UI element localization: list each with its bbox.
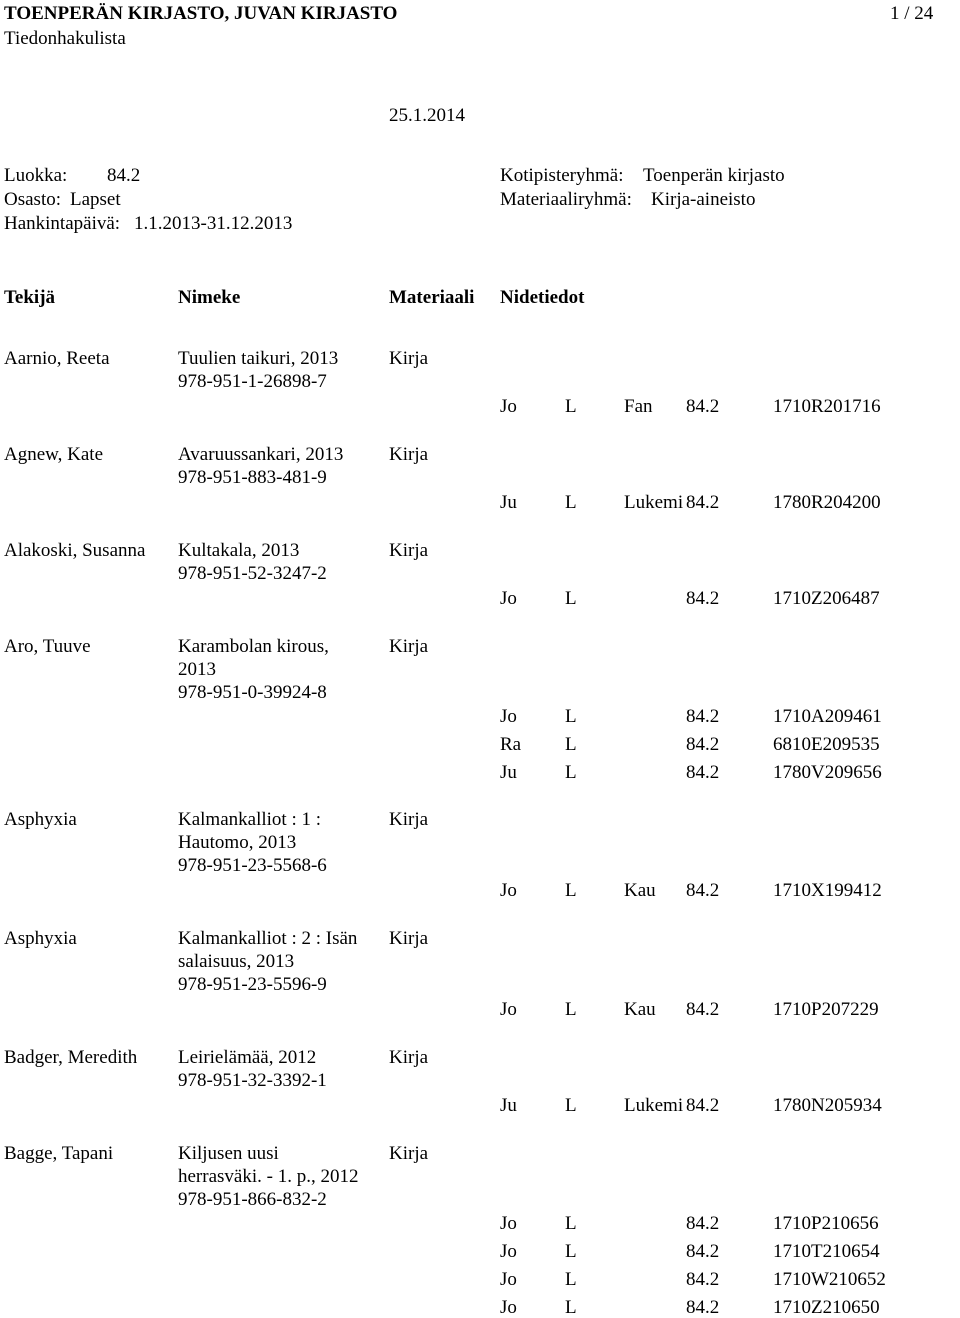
kotipiste-value: Toenperän kirjasto xyxy=(643,165,785,186)
copy-class: 84.2 xyxy=(686,999,720,1020)
record-material: Kirja xyxy=(389,348,429,369)
copy-shelf: Lukemi xyxy=(624,492,684,513)
record-material: Kirja xyxy=(389,540,429,561)
copy-branch: Ju xyxy=(500,492,517,513)
copy-branch: Jo xyxy=(500,1297,517,1318)
materiaali-value: Kirja-aineisto xyxy=(651,189,756,210)
record-isbn: 978-951-0-39924-8 xyxy=(178,682,327,703)
record-title xyxy=(178,637,329,706)
record-material: Kirja xyxy=(389,1047,429,1068)
copy-class: 84.2 xyxy=(686,1269,720,1290)
kotipiste-label: Kotipisteryhmä: xyxy=(500,165,624,186)
copy-class: 84.2 xyxy=(686,1213,720,1234)
copy-id: 1710P210656 xyxy=(773,1213,879,1234)
copy-audience: L xyxy=(565,1095,577,1116)
column-header-material: Materiaali xyxy=(389,287,475,308)
record-title xyxy=(178,929,357,998)
luokka-label: Luokka: xyxy=(4,165,68,186)
copy-branch: Ra xyxy=(500,734,522,755)
copy-audience: L xyxy=(565,1213,577,1234)
record-author: Aarnio, Reeta xyxy=(4,348,110,369)
copy-id: 1710X199412 xyxy=(773,880,882,901)
record-title-line: salaisuus, 2013 xyxy=(178,951,295,972)
record-isbn: 978-951-866-832-2 xyxy=(178,1189,327,1210)
record-isbn: 978-951-23-5568-6 xyxy=(178,855,327,876)
copy-row xyxy=(500,397,960,416)
record-title xyxy=(178,1144,358,1213)
copy-branch: Ju xyxy=(500,1095,517,1116)
record-isbn: 978-951-23-5596-9 xyxy=(178,974,327,995)
copy-branch: Jo xyxy=(500,588,517,609)
record-material: Kirja xyxy=(389,928,429,949)
record-author: Alakoski, Susanna xyxy=(4,540,146,561)
copy-id: 1710T210654 xyxy=(773,1241,880,1262)
record-author: Badger, Meredith xyxy=(4,1047,138,1068)
copy-audience: L xyxy=(565,1297,577,1318)
copy-shelf: Kau xyxy=(624,880,656,901)
record-title-line: Hautomo, 2013 xyxy=(178,832,297,853)
copy-id: 6810E209535 xyxy=(773,734,880,755)
copy-row xyxy=(500,493,960,512)
copy-audience: L xyxy=(565,1269,577,1290)
record-isbn: 978-951-32-3392-1 xyxy=(178,1070,327,1091)
copy-branch: Jo xyxy=(500,1241,517,1262)
record-title xyxy=(178,810,327,879)
copy-class: 84.2 xyxy=(686,492,720,513)
copy-row xyxy=(500,1214,960,1233)
copy-class: 84.2 xyxy=(686,880,720,901)
copy-audience: L xyxy=(565,492,577,513)
copy-shelf: Fan xyxy=(624,396,653,417)
copy-row xyxy=(500,881,960,900)
record-title-line: Avaruussankari, 2013 xyxy=(178,444,344,465)
copy-id: 1780N205934 xyxy=(773,1095,882,1116)
record-isbn: 978-951-52-3247-2 xyxy=(178,563,327,584)
copy-class: 84.2 xyxy=(686,1095,720,1116)
record-author: Agnew, Kate xyxy=(4,444,104,465)
page-indicator: 1 / 24 xyxy=(890,3,934,24)
osasto-label: Osasto: xyxy=(4,189,61,210)
copy-class: 84.2 xyxy=(686,1241,720,1262)
record-material: Kirja xyxy=(389,1143,429,1164)
column-header-title: Nimeke xyxy=(178,287,241,308)
copy-class: 84.2 xyxy=(686,706,720,727)
record-title-line: Tuulien taikuri, 2013 xyxy=(178,348,339,369)
copy-id: 1780V209656 xyxy=(773,762,882,783)
report-date: 25.1.2014 xyxy=(389,105,465,126)
record-title xyxy=(178,445,343,491)
copy-branch: Jo xyxy=(500,999,517,1020)
copy-audience: L xyxy=(565,396,577,417)
copy-class: 84.2 xyxy=(686,588,720,609)
copy-shelf: Kau xyxy=(624,999,656,1020)
record-title xyxy=(178,541,327,587)
copy-audience: L xyxy=(565,734,577,755)
copy-shelf: Lukemi xyxy=(624,1095,684,1116)
copy-row xyxy=(500,589,960,608)
record-author: Asphyxia xyxy=(4,928,77,949)
record-author: Asphyxia xyxy=(4,809,77,830)
record-author: Aro, Tuuve xyxy=(4,636,91,657)
copy-row xyxy=(500,735,960,754)
copy-id: 1710A209461 xyxy=(773,706,882,727)
hankinta-label: Hankintapäivä: xyxy=(4,213,121,234)
column-header-author: Tekijä xyxy=(4,287,56,308)
copy-class: 84.2 xyxy=(686,762,720,783)
copy-id: 1710W210652 xyxy=(773,1269,886,1290)
copy-id: 1710Z206487 xyxy=(773,588,880,609)
record-title-line: Karambolan kirous, xyxy=(178,636,329,657)
record-title-line: 2013 xyxy=(178,659,216,680)
hankinta-value: 1.1.2013-31.12.2013 xyxy=(134,213,293,234)
copy-row xyxy=(500,1242,960,1261)
record-material: Kirja xyxy=(389,809,429,830)
record-author: Bagge, Tapani xyxy=(4,1143,114,1164)
report-name: Tiedonhakulista xyxy=(4,28,126,49)
copy-branch: Jo xyxy=(500,396,517,417)
copy-class: 84.2 xyxy=(686,1297,720,1318)
record-isbn: 978-951-883-481-9 xyxy=(178,467,327,488)
record-title-line: Kalmankalliot : 1 : xyxy=(178,809,322,830)
copy-branch: Ju xyxy=(500,762,517,783)
record-title xyxy=(178,1048,327,1094)
copy-branch: Jo xyxy=(500,1213,517,1234)
copy-row xyxy=(500,763,960,782)
library-title: TOENPERÄN KIRJASTO, JUVAN KIRJASTO xyxy=(4,3,398,24)
osasto-value: Lapset xyxy=(70,189,121,210)
record-title-line: herrasväki. - 1. p., 2012 xyxy=(178,1166,359,1187)
copy-row xyxy=(500,1298,960,1317)
copy-id: 1710Z210650 xyxy=(773,1297,880,1318)
copy-row xyxy=(500,1270,960,1289)
copy-audience: L xyxy=(565,762,577,783)
copy-audience: L xyxy=(565,880,577,901)
copy-audience: L xyxy=(565,588,577,609)
record-isbn: 978-951-1-26898-7 xyxy=(178,371,327,392)
record-title xyxy=(178,349,338,395)
record-material: Kirja xyxy=(389,444,429,465)
copy-audience: L xyxy=(565,999,577,1020)
copy-row xyxy=(500,1096,960,1115)
record-title-line: Kultakala, 2013 xyxy=(178,540,300,561)
copy-audience: L xyxy=(565,706,577,727)
copy-id: 1710P207229 xyxy=(773,999,879,1020)
copy-id: 1710R201716 xyxy=(773,396,881,417)
luokka-value: 84.2 xyxy=(107,165,141,186)
record-material: Kirja xyxy=(389,636,429,657)
copy-audience: L xyxy=(565,1241,577,1262)
record-title-line: Leirielämää, 2012 xyxy=(178,1047,317,1068)
copy-row xyxy=(500,707,960,726)
copy-row xyxy=(500,1000,960,1019)
copy-branch: Jo xyxy=(500,1269,517,1290)
column-header-items: Nidetiedot xyxy=(500,287,585,308)
record-title-line: Kalmankalliot : 2 : Isän xyxy=(178,928,358,949)
copy-id: 1780R204200 xyxy=(773,492,881,513)
copy-branch: Jo xyxy=(500,880,517,901)
materiaali-label: Materiaaliryhmä: xyxy=(500,189,632,210)
copy-branch: Jo xyxy=(500,706,517,727)
copy-class: 84.2 xyxy=(686,734,720,755)
copy-class: 84.2 xyxy=(686,396,720,417)
record-title-line: Kiljusen uusi xyxy=(178,1143,279,1164)
